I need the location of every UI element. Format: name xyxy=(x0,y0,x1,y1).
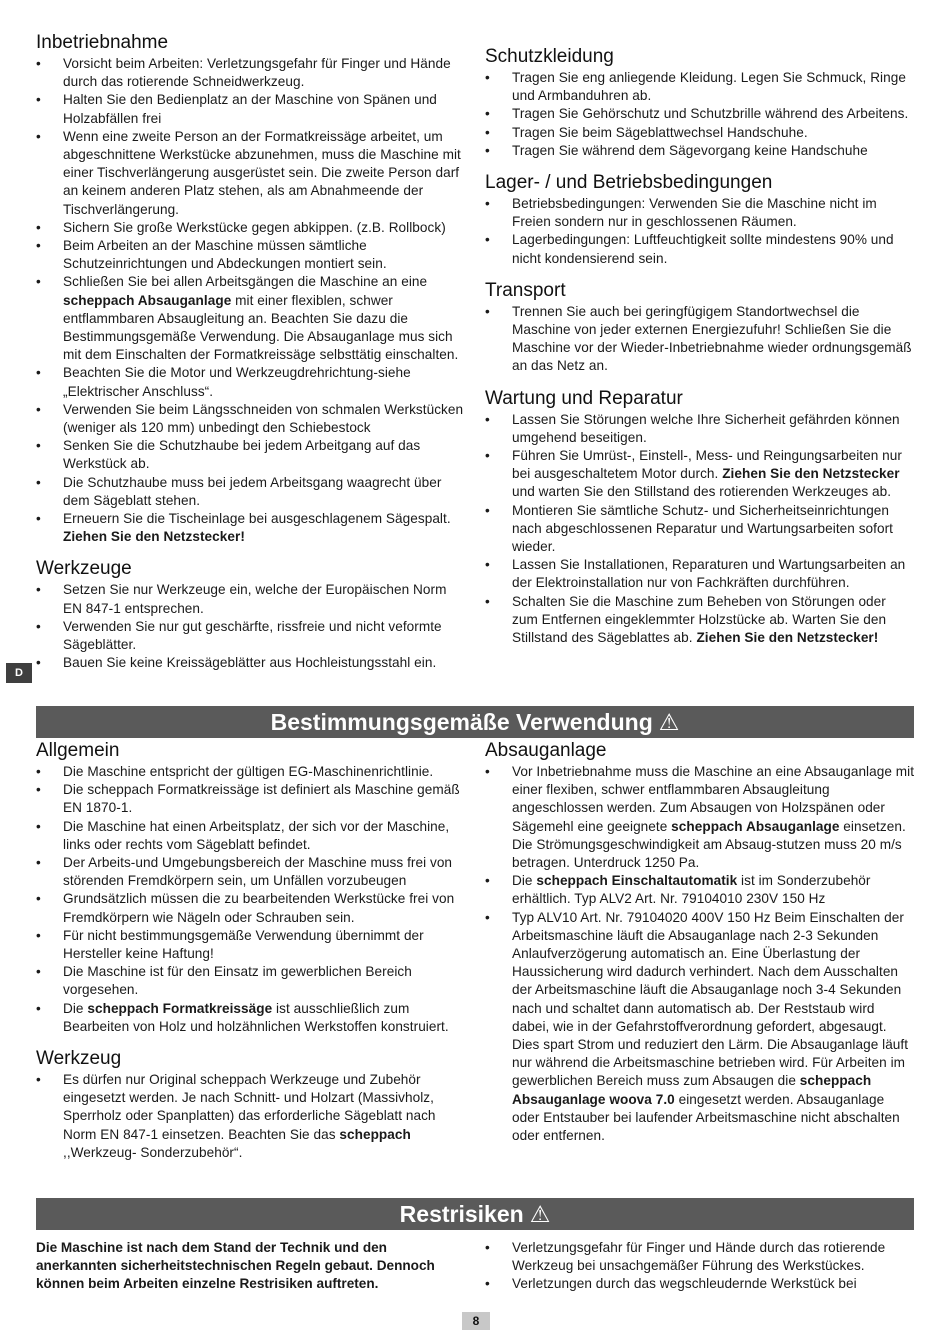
text-run: Führen Sie Umrüst-, Einstell-, Mess- und Reingungsarbeiten nur bei ausgeschaltetem Motor durch. xyxy=(512,448,902,482)
section-banner-bestimmungsgemaesse-verwendung xyxy=(36,706,914,738)
section-banner-restrisiken xyxy=(36,1198,914,1230)
right-column-middle xyxy=(485,740,915,1157)
text-run: Schalten Sie die Maschine zum Beheben von Störungen oder zum Entfernen eingeklemmter Holzstücke ab. Warten Sie den Stillstand des Sägeblattes ab. xyxy=(512,593,887,646)
banner-title: Restrisiken xyxy=(399,1201,524,1227)
text-run: Lassen Sie Störungen welche Ihre Sicherheit gefährden können umgehend beseitigen. xyxy=(512,411,900,445)
right-column-bottom xyxy=(485,1239,915,1294)
text-run: ist ausschließlich zum Bearbeiten von Holz und holzähnlichen Werkstoffen konstruiert. xyxy=(63,1000,449,1034)
list-item xyxy=(485,124,915,142)
section-heading: Schutzkleidung xyxy=(485,46,614,67)
list-item xyxy=(36,128,466,219)
bullet-list xyxy=(36,55,466,546)
section xyxy=(36,1048,466,1162)
bullet-list xyxy=(36,1071,466,1162)
section xyxy=(36,32,466,546)
text-run: Verletzungen durch das wegschleudernde Werkstück bei xyxy=(512,1276,857,1292)
text-run: Tragen Sie eng anliegende Kleidung. Legen Sie Schmuck, Ringe und Armbanduhren ab. xyxy=(512,70,906,104)
list-item xyxy=(485,69,915,105)
text-run: Sichern Sie große Werkstücke gegen abkippen. (z.B. Rollbock) xyxy=(63,219,446,235)
list-item xyxy=(36,890,466,926)
list-item xyxy=(485,1239,915,1275)
list-item xyxy=(36,1000,466,1036)
text-run: eingesetzt werden. Absauganlage oder Entstauber bei laufender Arbeitsmaschine nicht abschalten oder entfernen. xyxy=(512,1091,900,1144)
bullet-list xyxy=(485,763,915,1145)
text-run: Die xyxy=(63,1000,88,1016)
bullet-list xyxy=(36,581,466,672)
left-column-middle xyxy=(36,740,466,1174)
text-run: Montieren Sie sämtliche Schutz- und Sicherheitseinrichtungen nach abgeschlossenen Reparatur und Wartungsarbeiten sofort wieder. xyxy=(512,502,893,555)
text-run: Vorsicht beim Arbeiten: Verletzungsgefahr für Finger und Hände durch das rotierende Schneidwerkzeug. xyxy=(63,56,451,90)
restrisiken-list xyxy=(485,1239,915,1294)
bold-text: Ziehen Sie den Netzstecker! xyxy=(63,529,245,545)
restrisiken-intro: Die Maschine ist nach dem Stand der Technik und den anerkannten sicherheitstechnischen Regeln gebaut. Dennoch können beim Arbeiten einzelne Restrisiken auftreten. xyxy=(36,1240,435,1292)
list-item xyxy=(485,447,915,502)
section xyxy=(36,558,466,672)
text-run: ,,Werkzeug- Sonderzubehör“. xyxy=(63,1144,243,1160)
warning-icon: ⚠ xyxy=(658,709,680,735)
text-run: Verletzungsgefahr für Finger und Hände durch das rotierende Werkzeug bei unsachgemäßer Führung des Werkstückes. xyxy=(512,1240,886,1274)
text-run: Die Maschine ist für den Einsatz im gewerblichen Bereich vorgesehen. xyxy=(63,964,412,998)
section-heading: Transport xyxy=(485,279,566,301)
list-item xyxy=(36,91,466,127)
section-heading: Absauganlage xyxy=(485,740,607,761)
bullet-list xyxy=(485,411,915,648)
text-run: Trennen Sie auch bei geringfügigem Standortwechsel die Maschine von jeder externen Energiezufuhr! Schließen Sie die Maschine vor der Wieder-Inbetriebnahme wieder ordnungsgemäß an das Netz an. xyxy=(512,303,912,374)
section xyxy=(36,740,466,1036)
bold-text: Ziehen Sie den Netzstecker xyxy=(722,466,900,482)
text-run: einsetzen. Die Strömungsgeschwindigkeit am Absaug-stutzen muss 20 m/s betragen. Unterdruck 1250 Pa. xyxy=(512,818,906,871)
list-item xyxy=(485,593,915,648)
list-item xyxy=(36,401,466,437)
text-run: Der Arbeits-und Umgebungsbereich der Maschine muss frei von störenden Fremdkörpern sein, um Unfällen vorzubeugen xyxy=(63,855,453,889)
text-run: Erneuern Sie die Tischeinlage bei ausgeschlagenem Sägespalt. xyxy=(63,511,451,527)
list-item xyxy=(485,195,915,231)
language-tab: D xyxy=(6,663,32,683)
list-item xyxy=(485,909,915,1146)
list-item xyxy=(36,763,466,781)
text-run: mit einer flexiblen, schwer entflammbaren Absaugleitung an. Beachten Sie dazu die Bestimmungsgemäße Verwendung. Die Absauganlage mus sich mit dem Einschalten der Formatkreissäge selbsttätig einschalten. xyxy=(63,292,459,363)
list-item xyxy=(485,142,915,160)
list-item xyxy=(36,581,466,617)
list-item xyxy=(485,303,915,376)
text-run: Verwenden Sie beim Längsschneiden von schmalen Werkstücken (weniger als 120 mm) unbedingt den Schiebestock xyxy=(63,401,464,436)
list-item xyxy=(36,437,466,473)
list-item xyxy=(485,231,915,267)
section xyxy=(485,46,915,160)
list-item xyxy=(36,474,466,510)
text-run: und warten Sie den Stillstand des rotierenden Werkzeuges ab. xyxy=(512,484,892,500)
text-run: Vor Inbetriebnahme muss die Maschine an eine Absauganlage mit einer flexiben, schwer entflammbaren Absaugleitung angeschlossen werden. Zum Absaugen von Holzspänen oder Sägemehl eine geeignete xyxy=(512,764,915,834)
bold-text: scheppach Absauganlage xyxy=(671,818,840,834)
text-run: Bauen Sie keine Kreissägeblätter aus Hochleistungsstahl ein. xyxy=(63,655,437,671)
text-run: Lagerbedingungen: Luftfeuchtigkeit sollte mindestens 90% und nicht kondensierend sein. xyxy=(512,232,894,266)
text-run: Betriebsbedingungen: Verwenden Sie die Maschine nicht im Freien sondern nur in geschlossenen Räumen. xyxy=(512,196,877,230)
list-item xyxy=(485,1275,915,1293)
bold-text: scheppach Formatkreissäge xyxy=(87,1000,273,1016)
bullet-list xyxy=(485,69,915,160)
list-item xyxy=(485,556,915,592)
bold-text: scheppach Einschaltautomatik xyxy=(536,873,738,889)
list-item xyxy=(36,237,466,273)
list-item xyxy=(485,105,915,123)
right-column-top xyxy=(485,46,915,659)
section xyxy=(485,740,915,1145)
left-column-top xyxy=(36,32,466,685)
list-item xyxy=(485,411,915,447)
list-item xyxy=(36,927,466,963)
list-item xyxy=(36,1071,466,1162)
text-run: Es dürfen nur Original scheppach Werkzeuge und Zubehör eingesetzt werden. Je nach Schnitt- und Holzart (Massivholz, Sperrholz oder Spanplatten) das erforderliche Sägeblatt nach Norm EN 847-1 einsetzen. Beachten Sie das xyxy=(63,1072,436,1142)
text-run: Senken Sie die Schutzhaube bei jedem Arbeitgang auf das Werkstück ab. xyxy=(63,438,421,472)
list-item xyxy=(36,654,466,672)
section-heading: Inbetriebnahme xyxy=(36,32,169,53)
list-item xyxy=(36,963,466,999)
text-run: Für nicht bestimmungsgemäße Verwendung übernimmt der Hersteller keine Haftung! xyxy=(63,927,424,962)
text-run: Schließen Sie bei allen Arbeitsgängen die Maschine an eine xyxy=(63,274,428,290)
section-heading: Wartung und Reparatur xyxy=(485,387,683,409)
warning-icon: ⚠ xyxy=(529,1201,551,1227)
bold-text: scheppach Absauganlage woova 7.0 xyxy=(512,1073,872,1107)
text-run: Typ ALV10 Art. Nr. 79104020 400V 150 Hz Beim Einschalten der Arbeitsmaschine läuft die Absauganlage nach 2-3 Sekunden Anlaufverzögerung automatisch an. Eine Überlastung der Haussicherung wird dadurch verhindert. Nach dem Ausschalten der Arbeitsmaschine läuft die Absauganlage noch 3-4 Sekunden nach und schaltet dann automatisch ab. Der Reststaub wird dabei, wie in der Gefahrstoffverordnung gefordert, abgesaugt. Dies spart Strom und reduziert den Lärm. Die Absauganlage läuft nur während die Arbeitsmaschine betrieben wird. Für Arbeiten im gewerblichen Bereich muss zum Absaugen die xyxy=(512,909,909,1089)
section-heading: Werkzeug xyxy=(36,1048,122,1070)
text-run: Beachten Sie die Motor und Werkzeugdrehrichtung-siehe „Elektrischer Anschluss“. xyxy=(63,365,411,399)
list-item xyxy=(36,818,466,854)
text-run: Tragen Sie während dem Sägevorgang keine Handschuhe xyxy=(512,142,868,158)
list-item xyxy=(485,502,915,557)
text-run: Die Maschine entspricht der gültigen EG-Maschinenrichtlinie. xyxy=(63,764,434,779)
bold-text: Ziehen Sie den Netzstecker! xyxy=(696,630,879,646)
list-item xyxy=(36,618,466,654)
text-run: Beim Arbeiten an der Maschine müssen sämtliche Schutzeinrichtungen und Abdeckungen montiert sein. xyxy=(63,238,387,272)
text-run: Die xyxy=(512,873,537,889)
section-heading: Werkzeuge xyxy=(36,558,132,580)
text-run: Halten Sie den Bedienplatz an der Maschine von Spänen und Holzabfällen frei xyxy=(63,92,437,126)
banner-title: Bestimmungsgemäße Verwendung xyxy=(270,709,653,735)
list-item xyxy=(36,781,466,817)
text-run: Die Schutzhaube muss bei jedem Arbeitsgang waagrecht über dem Sägeblatt stehen. xyxy=(63,474,442,508)
bold-text: scheppach Absauganlage xyxy=(63,292,232,308)
section-heading: Allgemein xyxy=(36,740,120,761)
list-item xyxy=(36,273,466,364)
section xyxy=(485,388,915,648)
section xyxy=(485,280,915,376)
text-run: Setzen Sie nur Werkzeuge ein, welche der Europäischen Norm EN 847-1 entsprechen. xyxy=(63,582,447,616)
text-run: Tragen Sie Gehörschutz und Schutzbrille während des Arbeitens. xyxy=(512,106,909,122)
section-heading: Lager- / und Betriebsbedingungen xyxy=(485,172,773,194)
list-item xyxy=(36,55,466,91)
text-run: Tragen Sie beim Sägeblattwechsel Handschuhe. xyxy=(512,124,808,140)
list-item xyxy=(36,510,466,546)
list-item xyxy=(485,763,915,872)
text-run: Grundsätzlich müssen die zu bearbeitenden Werkstücke frei von Fremdkörpern wie Nägeln oder Schrauben sein. xyxy=(63,891,455,925)
page-number: 8 xyxy=(462,1312,490,1330)
list-item xyxy=(36,219,466,237)
text-run: ist im Sonderzubehör erhältlich. Typ ALV2 Art. Nr. 79104010 230V 150 Hz xyxy=(512,873,871,907)
list-item xyxy=(36,854,466,890)
bullet-list xyxy=(485,195,915,268)
text-run: Wenn eine zweite Person an der Formatkreissäge arbeitet, um abgeschnittene Werkstücke abzunehmen, muss die Maschine mit einer Tischverlängerung ausgerüstet sein. Die zweite Person darf an keinem anderen Platz stehen, als am Abnahmeende der Tischverlängerung. xyxy=(63,128,461,217)
bullet-list xyxy=(485,303,915,376)
text-run: Lassen Sie Installationen, Reparaturen und Wartungsarbeiten an der Elektroinstallation nur von Fachkräften durchführen. xyxy=(512,557,906,591)
text-run: Die scheppach Formatkreissäge ist definiert als Maschine gemäß EN 1870-1. xyxy=(63,782,460,816)
text-run: Die Maschine hat einen Arbeitsplatz, der sich vor der Maschine, links oder rechts vom Sägeblatt befindet. xyxy=(63,818,450,852)
bold-text: scheppach xyxy=(339,1126,411,1142)
left-column-bottom xyxy=(36,1239,466,1294)
text-run: Verwenden Sie nur gut geschärfte, rissfreie und nicht veformte Sägeblätter. xyxy=(63,618,442,653)
section xyxy=(485,172,915,268)
list-item xyxy=(485,872,915,908)
list-item xyxy=(36,364,466,400)
bullet-list xyxy=(36,763,466,1036)
